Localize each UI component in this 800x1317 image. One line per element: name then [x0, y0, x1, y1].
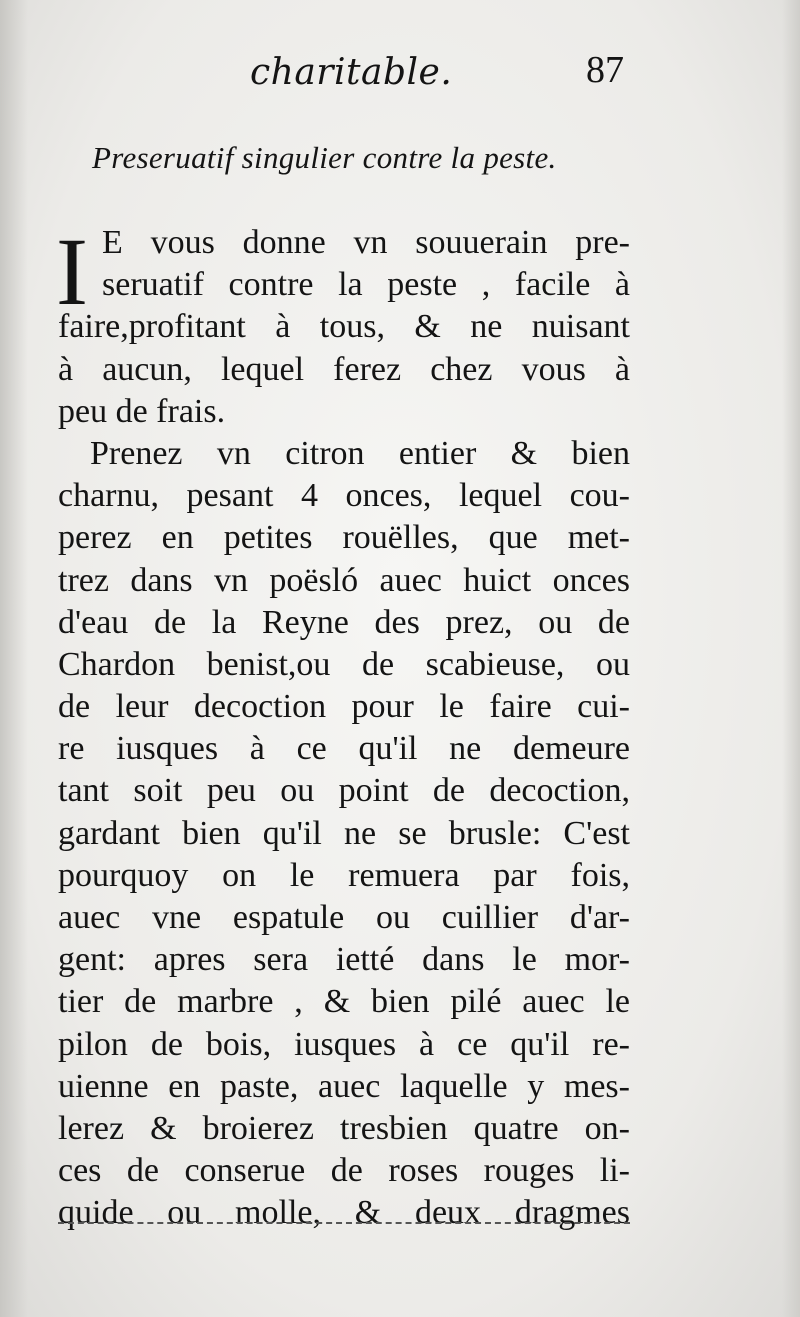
- text-line: tier de marbre , & bien pilé auec le: [58, 983, 630, 1021]
- text-line: ces de conserue de roses rouges li-: [58, 1152, 630, 1190]
- text-line: pilon de bois, iusques à ce qu'il re-: [58, 1025, 630, 1063]
- drop-cap: I: [56, 218, 88, 325]
- text-line: charnu, pesant 4 onces, lequel cou-: [58, 477, 630, 515]
- text-line: pourquoy on le remuera par fois,: [58, 856, 630, 894]
- body-text: [56, 218, 630, 1235]
- section-title: Preseruatif singulier contre la peste.: [92, 140, 557, 175]
- text-line: Chardon benist,ou de scabieuse, ou: [58, 645, 630, 683]
- text-line: gardant bien qu'il ne se brusle: C'est: [58, 814, 630, 852]
- text-line: lerez & broierez tresbien quatre on-: [58, 1109, 630, 1147]
- page-header: [60, 44, 630, 104]
- text-line: tant soit peu ou point de decoction,: [58, 772, 630, 810]
- text-line: seruatif contre la peste , facile à: [102, 266, 630, 304]
- page-number: 87: [586, 49, 624, 91]
- paragraph-2: [58, 433, 630, 1235]
- text-line: trez dans vn poësló auec huict onces: [58, 561, 630, 599]
- text-line: faire,profitant à tous, & ne nuisant: [58, 308, 630, 346]
- text-line: auec vne espatule ou cuillier d'ar-: [58, 899, 630, 936]
- page-edge-shadow: [782, 0, 800, 1317]
- text-line: E vous donne vn souuerain pre-: [102, 224, 630, 261]
- text-line: d'eau de la Reyne des prez, ou de: [58, 603, 630, 641]
- paragraph-1: [56, 218, 630, 433]
- text-line: peu de frais.: [58, 392, 226, 430]
- footer-rule: [58, 1222, 630, 1224]
- text-line: quide ou molle, & deux dragmes: [58, 1194, 630, 1232]
- text-line: gent: apres sera ietté dans le mor-: [58, 941, 630, 979]
- text-line: Prenez vn citron entier & bien: [90, 434, 630, 472]
- text-line: uienne en paste, auec laquelle y mes-: [58, 1067, 630, 1105]
- text-line: re iusques à ce qu'il ne demeure: [58, 730, 630, 768]
- text-line: à aucun, lequel ferez chez vous à: [58, 350, 630, 388]
- page-gutter-shadow: [0, 0, 28, 1317]
- text-line: de leur decoction pour le faire cui-: [58, 688, 630, 726]
- running-head: charitable.: [250, 52, 453, 93]
- text-line: perez en petites rouëlles, que met-: [58, 519, 630, 557]
